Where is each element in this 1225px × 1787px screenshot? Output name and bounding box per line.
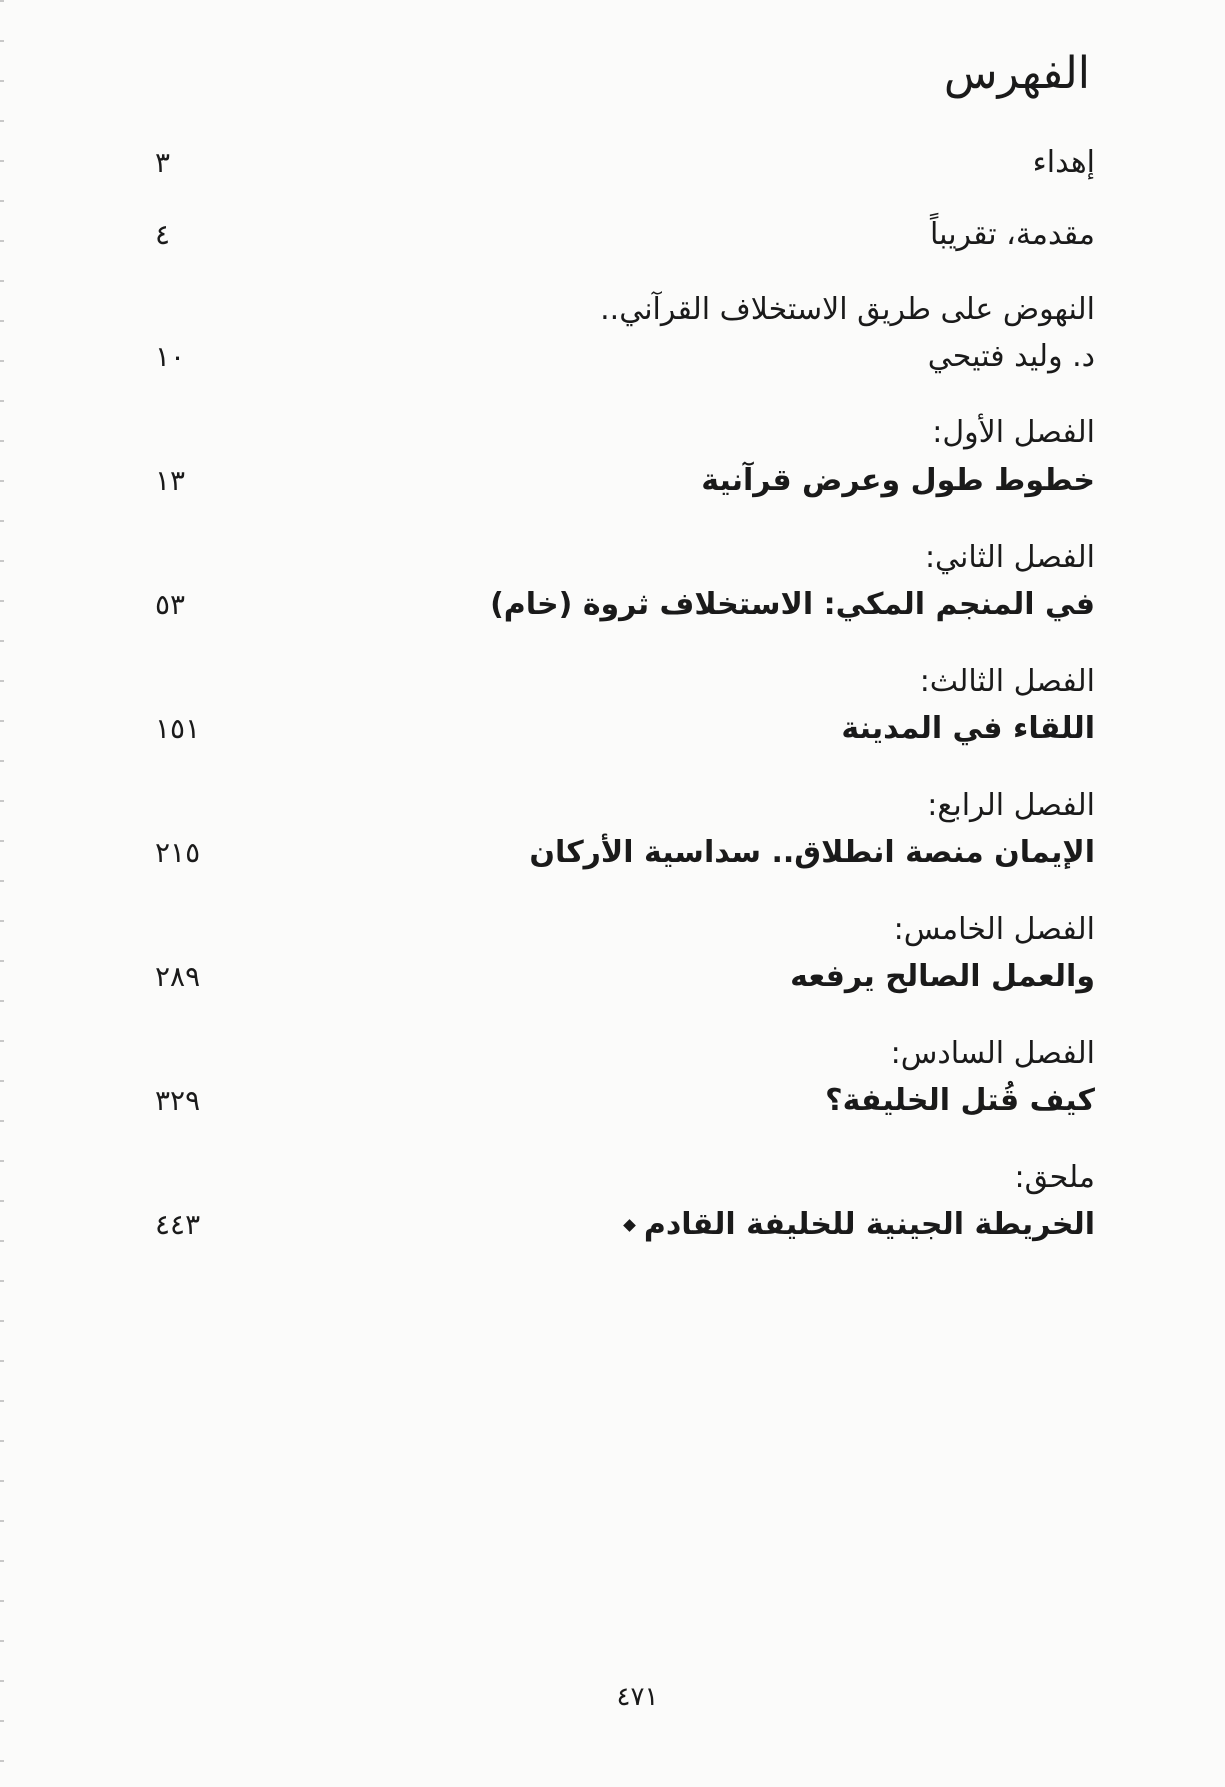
toc-entry-dedication: إهداء [1032, 145, 1095, 180]
chapter-label: الفصل السادس: [890, 1036, 1095, 1071]
page-number: ١٣ [155, 464, 186, 497]
chapter-label: الفصل الثالث: [919, 664, 1095, 699]
chapter-label: الفصل الخامس: [893, 912, 1095, 947]
page-number: ٣٢٩ [155, 1084, 201, 1117]
page-number: ٤٤٣ [155, 1208, 201, 1241]
page-number: ١٥١ [155, 712, 201, 745]
footer-page-number: ٤٧١ [616, 1682, 659, 1712]
toc-entry-introduction: مقدمة، تقريباً [930, 217, 1095, 252]
toc-entry-preface-title: النهوض على طريق الاستخلاف القرآني.. [600, 292, 1095, 327]
diamond-ornament-icon [623, 1219, 636, 1232]
chapter-title: والعمل الصالح يرفعه [790, 959, 1095, 994]
appendix-label: ملحق: [1014, 1160, 1095, 1195]
toc-entry-preface-author: د. وليد فتيحي [927, 339, 1095, 374]
page-number: ٥٣ [155, 588, 186, 621]
page-number: ٢١٥ [155, 836, 201, 869]
chapter-label: الفصل الأول: [932, 415, 1095, 450]
appendix-title-row [625, 1205, 1095, 1245]
chapter-label: الفصل الثاني: [924, 540, 1095, 575]
page-title: الفهرس [943, 48, 1090, 99]
appendix-title: الخريطة الجينية للخليفة القادم [643, 1207, 1095, 1242]
page-edge [0, 0, 4, 1787]
page-number: ٢٨٩ [155, 960, 201, 993]
chapter-title: كيف قُتل الخليفة؟ [825, 1083, 1095, 1118]
chapter-title: الإيمان منصة انطلاق.. سداسية الأركان [529, 835, 1095, 870]
page-number: ٣ [155, 146, 171, 179]
chapter-title: اللقاء في المدينة [841, 711, 1095, 746]
page-number: ٤ [155, 218, 171, 251]
chapter-title: في المنجم المكي: الاستخلاف ثروة (خام) [490, 587, 1095, 622]
page-number: ١٠ [155, 340, 186, 373]
chapter-title: خطوط طول وعرض قرآنية [701, 463, 1095, 498]
chapter-label: الفصل الرابع: [927, 788, 1095, 823]
